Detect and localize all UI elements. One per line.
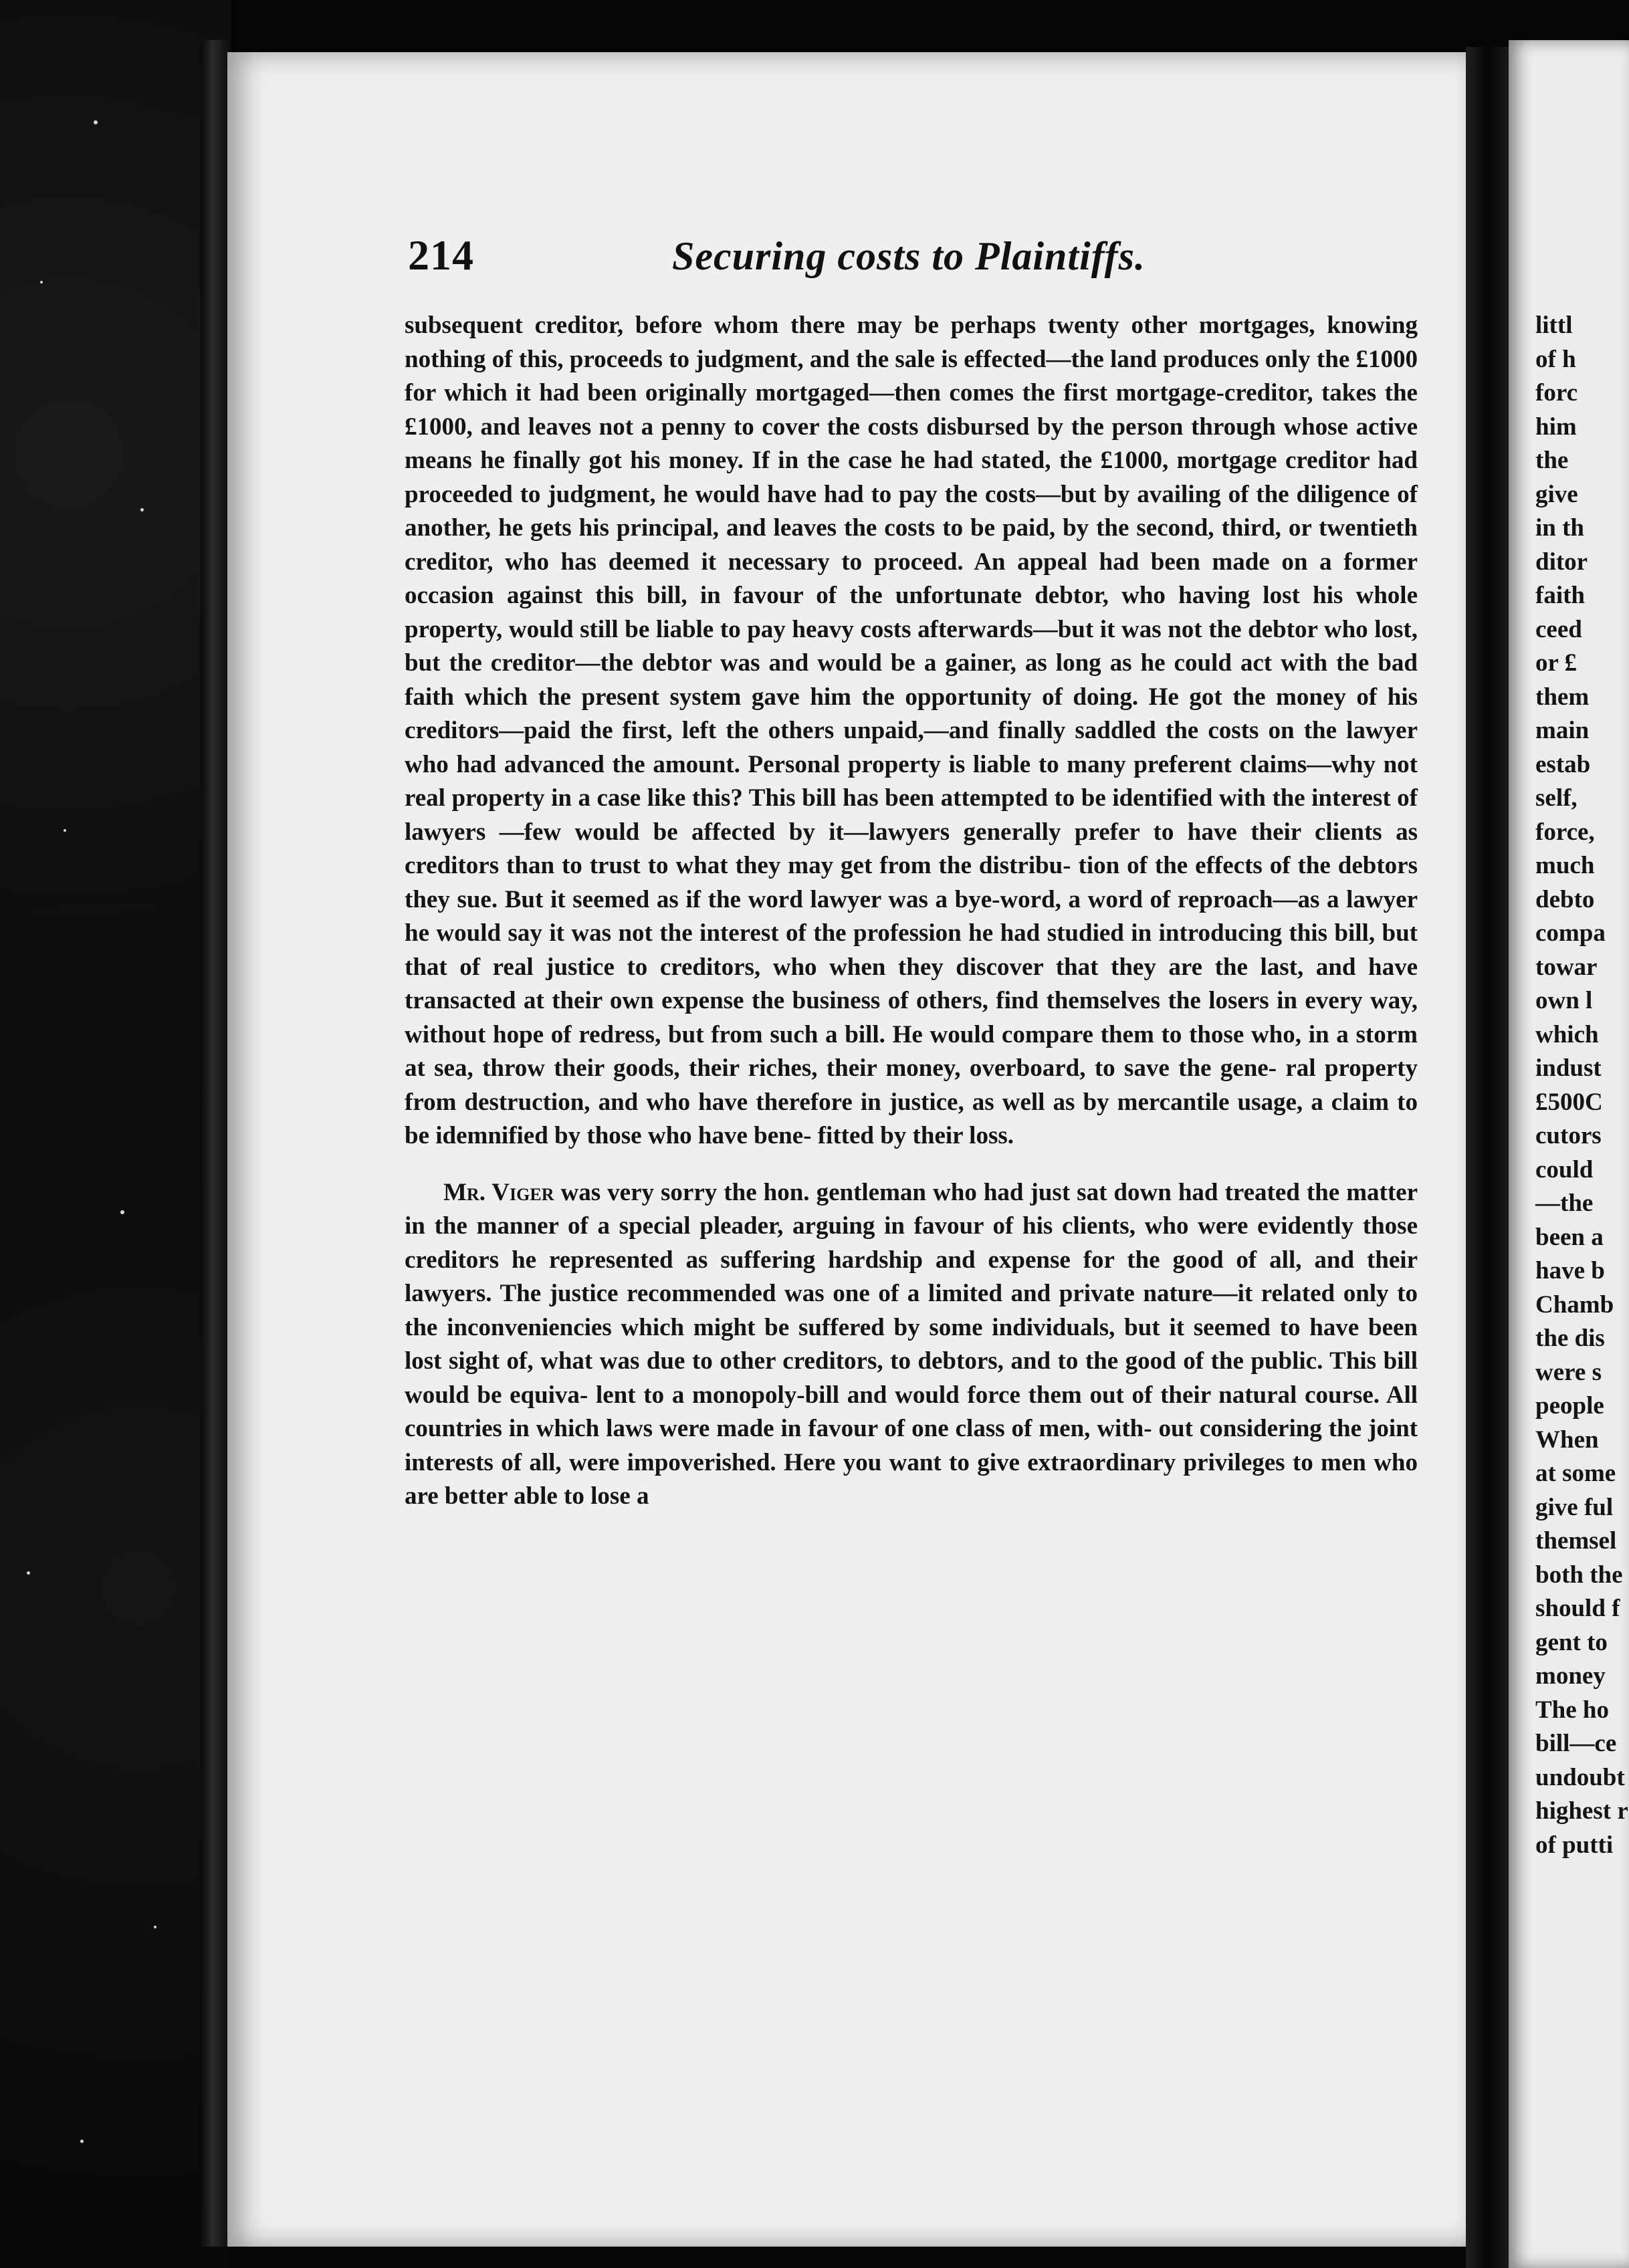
facing-page-fragment: the dis — [1535, 1325, 1605, 1352]
text-line: subsequent creditor, before whom there may be perhaps twenty other — [405, 312, 1199, 339]
facing-page-fragment: cutors — [1535, 1122, 1602, 1149]
facing-page-fragment: faith — [1535, 582, 1585, 609]
facing-page-fragment: been a — [1535, 1223, 1604, 1251]
text-line: All countries in which laws were made in favour of one class of men, with- — [405, 1381, 1418, 1442]
facing-page-fragment: much — [1535, 852, 1595, 879]
text-line: clients as creditors than to trust to what they may get from the distribu- — [405, 818, 1418, 879]
facing-page-fragment: estab — [1535, 750, 1591, 778]
facing-page-fragment: bill—ce — [1535, 1730, 1617, 1757]
facing-page-fragment: should f — [1535, 1595, 1620, 1622]
facing-page-fragment: them — [1535, 683, 1590, 711]
facing-page-fragment: give — [1535, 480, 1578, 508]
text-line: justice recommended was one of a limited and private nature—it related — [549, 1280, 1343, 1307]
facing-page-fragment: ceed — [1535, 615, 1582, 643]
dust-speck — [64, 829, 66, 832]
text-line: it was not the interest of the profession he had studied in introducing this — [549, 919, 1335, 947]
facing-page-fragment: Chamb — [1535, 1290, 1614, 1319]
dust-speck — [94, 120, 98, 124]
facing-page-fragment: When — [1535, 1426, 1599, 1454]
text-line: are the last, and have transacted at their own expense the business of others, — [405, 953, 1418, 1014]
facing-page-fragment: have b — [1535, 1257, 1605, 1284]
text-line: throw their goods, their riches, their money, overboard, to save the gene- — [482, 1054, 1286, 1082]
running-head: Securing costs to Plaintiffs. — [672, 234, 1146, 278]
book-gutter — [1466, 47, 1509, 2268]
text-line: lent to a monopoly-bill and would force them out of their natural course. — [595, 1381, 1386, 1409]
text-line: tion of the effects of the debtors they sue. But it seemed as if the word — [405, 852, 1418, 913]
text-line: another, he gets his principal, and leaves the costs to be paid, by the — [405, 514, 1137, 542]
text-line: favour of his clients, who were evidently those creditors he represented as — [405, 1212, 1418, 1274]
dust-speck — [140, 508, 144, 512]
text-line: This bill has been attempted to be identified with the interest of lawyers — [405, 784, 1418, 846]
facing-page-fragment: gent to — [1535, 1628, 1608, 1656]
facing-page-fragment: people — [1535, 1392, 1604, 1420]
facing-page-fragment: The ho — [1535, 1696, 1610, 1724]
binding-edge — [201, 40, 227, 2247]
text-line: mortgages, knowing nothing of this, proceeds to judgment, and the sale — [405, 312, 1418, 373]
facing-page-fragment: or £ — [1535, 649, 1578, 677]
facing-page-fragment: which — [1535, 1020, 1599, 1048]
text-line: as long as he could act with the bad faith which the present system gave — [405, 649, 1418, 711]
page-header — [408, 231, 1438, 291]
facing-page-fragment: undoubt — [1535, 1763, 1625, 1791]
text-line: but it seemed to have been lost sight of, what was due to other creditors, — [405, 1313, 1418, 1375]
facing-page-fragment: him — [1535, 413, 1577, 441]
paragraph-2-first-line: was very sorry the hon. gentleman who had just sat down — [554, 1178, 1172, 1206]
facing-page-fragment: towar — [1535, 953, 1598, 981]
facing-page-fragment: the — [1535, 447, 1569, 474]
text-line: fitted by their loss. — [817, 1122, 1014, 1149]
text-line: would still be liable to pay heavy costs afterwards—but it was not the — [508, 615, 1248, 643]
dust-speck — [27, 1571, 30, 1575]
text-line: had stated, the £1000, mortgage creditor had proceeded to judgment, he — [405, 447, 1418, 508]
text-line: bill, but that of real justice to creditors, who when they discover that they — [405, 919, 1418, 981]
text-line: him the opportunity of doing. He got the money of his creditors—paid — [405, 683, 1418, 744]
facing-page-fragment: ditor — [1535, 548, 1588, 576]
text-line: second, third, or twentieth creditor, who has deemed it necessary to — [405, 514, 1418, 576]
facing-page-fragment: highest r — [1535, 1797, 1628, 1825]
text-line: had treated the matter in the manner of a special pleader, arguing in — [405, 1178, 1418, 1240]
text-line: originally mortgaged—then comes the first mortgage-creditor, takes the — [645, 379, 1418, 407]
paragraph-2 — [405, 1176, 1418, 1514]
facing-page-text — [1535, 309, 1629, 1862]
text-line: to debtors, and to the good of the public. This bill would be equiva- — [405, 1347, 1418, 1409]
body-text — [405, 309, 1418, 1514]
text-line: out considering the joint interests of all, were impoverished. Here you — [405, 1415, 1418, 1476]
facing-page-fragment: at some — [1535, 1460, 1616, 1487]
text-line: to many preferent claims—why not real property in a case like this? — [405, 750, 1418, 812]
text-line: find themselves the losers in every way, without hope of redress, but from — [405, 987, 1418, 1048]
paragraph-1 — [405, 309, 1418, 1153]
text-line: as by mercantile usage, a claim to be idemnified by those who have bene- — [405, 1088, 1418, 1149]
page-number: 214 — [408, 231, 474, 279]
facing-page-fragment: both the — [1535, 1561, 1623, 1589]
text-line: —few would be affected by it—lawyers generally prefer to have their — [499, 818, 1315, 846]
facing-page-fragment: money — [1535, 1662, 1606, 1690]
facing-page-fragment: were s — [1535, 1358, 1602, 1386]
facing-page-fragment: own l — [1535, 987, 1593, 1014]
scanner-background-left — [0, 0, 231, 2268]
facing-page-fragment: themsel — [1535, 1527, 1617, 1555]
text-line: suffering hardship and expense for the good of all, and their lawyers. The — [405, 1246, 1418, 1307]
facing-page-fragment: in th — [1535, 514, 1585, 542]
facing-page-fragment: give ful — [1535, 1493, 1614, 1521]
facing-page-fragment: force, — [1535, 818, 1595, 846]
text-line: the first, left the others unpaid,—and finally saddled the costs on the — [580, 717, 1347, 744]
text-line: £1000, and leaves not a penny to cover the costs disbursed by the person — [405, 413, 1191, 441]
text-line: ral property from destruction, and who have therefore in justice, as well — [405, 1054, 1418, 1116]
text-line: such a bill. He would compare them to those who, in a storm at sea, — [405, 1020, 1418, 1082]
text-line: in favour of the unfortunate debtor, who having lost his whole property, — [405, 582, 1418, 643]
facing-page-fragment: of h — [1535, 345, 1576, 373]
text-line: debtor who lost, but the creditor—the debtor was and would be a gainer, — [405, 615, 1418, 677]
text-line: through whose active means he finally got his money. If in the case he — [405, 413, 1418, 474]
text-line: proceed. An appeal had been made on a former occasion against this bill, — [405, 548, 1418, 609]
text-line: lawyer who had advanced the amount. Personal property is liable — [405, 717, 1418, 778]
dust-speck — [40, 281, 43, 284]
dust-speck — [80, 2140, 84, 2143]
facing-page-fragment: self, — [1535, 784, 1578, 812]
facing-page-fragment: £500C — [1535, 1088, 1603, 1116]
facing-page-fragment: forc — [1535, 379, 1578, 407]
text-line: want to give extraordinary privileges to men who are better able to lose a — [405, 1448, 1418, 1510]
facing-page-fragment: of putti — [1535, 1831, 1614, 1859]
facing-page-fragment: main — [1535, 717, 1590, 744]
facing-page-fragment: could — [1535, 1155, 1594, 1183]
text-line: only to the inconveniencies which might be suffered by some individuals, — [405, 1280, 1418, 1341]
dust-speck — [154, 1926, 156, 1928]
text-line: would have had to pay the costs—but by availing of the diligence of — [695, 480, 1418, 508]
dust-speck — [120, 1210, 124, 1214]
text-line: lawyer was a bye-word, a word of reproach—as a lawyer he would say — [405, 885, 1418, 947]
facing-page-fragment: —the — [1535, 1189, 1594, 1217]
facing-page-fragment: debto — [1535, 885, 1595, 913]
facing-page-fragment: compa — [1535, 919, 1606, 947]
speaker-name: Mr. Viger — [443, 1178, 554, 1206]
facing-page-fragment: indust — [1535, 1054, 1602, 1082]
facing-page-fragment: littl — [1535, 312, 1573, 339]
text-line: is effected—the land produces only the £1000 for which it had been — [405, 345, 1418, 407]
